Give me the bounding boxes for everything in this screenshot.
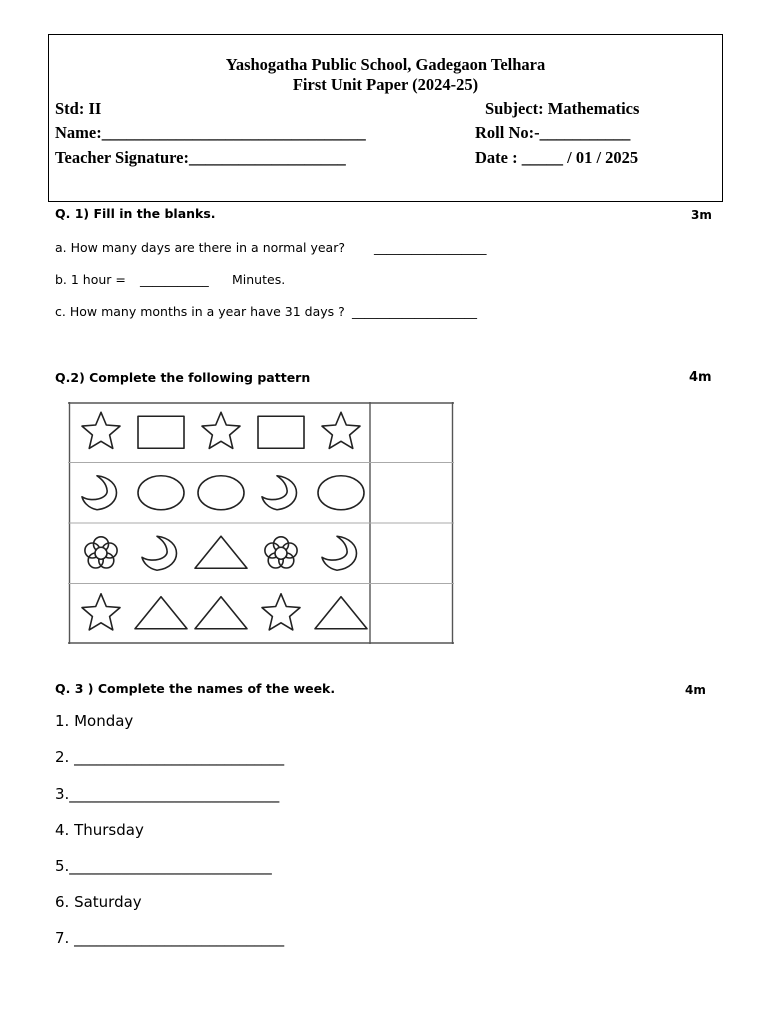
std-label: Std: II [55,99,102,118]
triangle-icon [135,597,187,629]
q2-marks: 4m [689,370,712,385]
triangle-icon [195,597,247,629]
weekday-2: 2. ____________________________ [55,748,285,766]
circle-icon [138,476,184,510]
square-icon [138,416,184,448]
subject-label: Subject: Mathematics [485,99,640,118]
q3-marks: 4m [685,683,706,697]
star-icon [82,594,120,630]
q1-c-blank: ____________________ [352,304,477,319]
pattern-answer-cell[interactable] [372,404,450,461]
pattern-answer-cell[interactable] [372,586,450,643]
roll-no-field: Roll No:-___________ [475,123,631,142]
moon-icon [262,476,297,510]
weekday-1: 1. Monday [55,712,134,730]
flower-icon [265,537,297,568]
q1-b-unit: Minutes. [232,272,286,287]
name-field: Name:________________________________ [55,123,366,142]
q1-a-blank: __________________ [374,240,487,255]
pattern-answer-cell[interactable] [372,465,450,522]
weekday-3: 3.____________________________ [55,785,280,803]
paper-title: First Unit Paper (2024-25) [292,75,479,94]
star-icon [262,594,300,630]
q1-a-question: a. How many days are there in a normal year? [55,240,345,255]
q1-title: Q. 1) Fill in the blanks. [55,206,216,221]
q1-marks: 3m [691,208,712,222]
q1-b-blank: ___________ [140,272,209,287]
square-icon [258,416,304,448]
weekday-7: 7. ____________________________ [55,929,285,947]
triangle-icon [195,536,247,568]
star-icon [82,412,120,448]
q3-title: Q. 3 ) Complete the names of the week. [55,681,336,696]
star-icon [322,412,360,448]
moon-icon [142,536,177,570]
q2-title: Q.2) Complete the following pattern [55,370,311,385]
triangle-icon [315,597,367,629]
teacher-signature-field: Teacher Signature:___________________ [55,148,346,167]
q1-c-question: c. How many months in a year have 31 days ? [55,304,345,319]
moon-icon [322,536,357,570]
star-icon [202,412,240,448]
header-box [48,34,723,202]
flower-icon [85,537,117,568]
q1-b-question: b. 1 hour = [55,272,126,287]
weekday-5: 5.___________________________ [55,857,272,875]
moon-icon [82,476,117,510]
pattern-answer-cell[interactable] [372,525,450,582]
weekday-4: 4. Thursday [55,821,144,839]
weekday-6: 6. Saturday [55,893,142,911]
circle-icon [198,476,244,510]
pattern-grid [68,402,454,644]
school-name: Yashogatha Public School, Gadegaon Telhara [225,55,546,74]
date-field: Date : _____ / 01 / 2025 [475,148,639,167]
circle-icon [318,476,364,510]
